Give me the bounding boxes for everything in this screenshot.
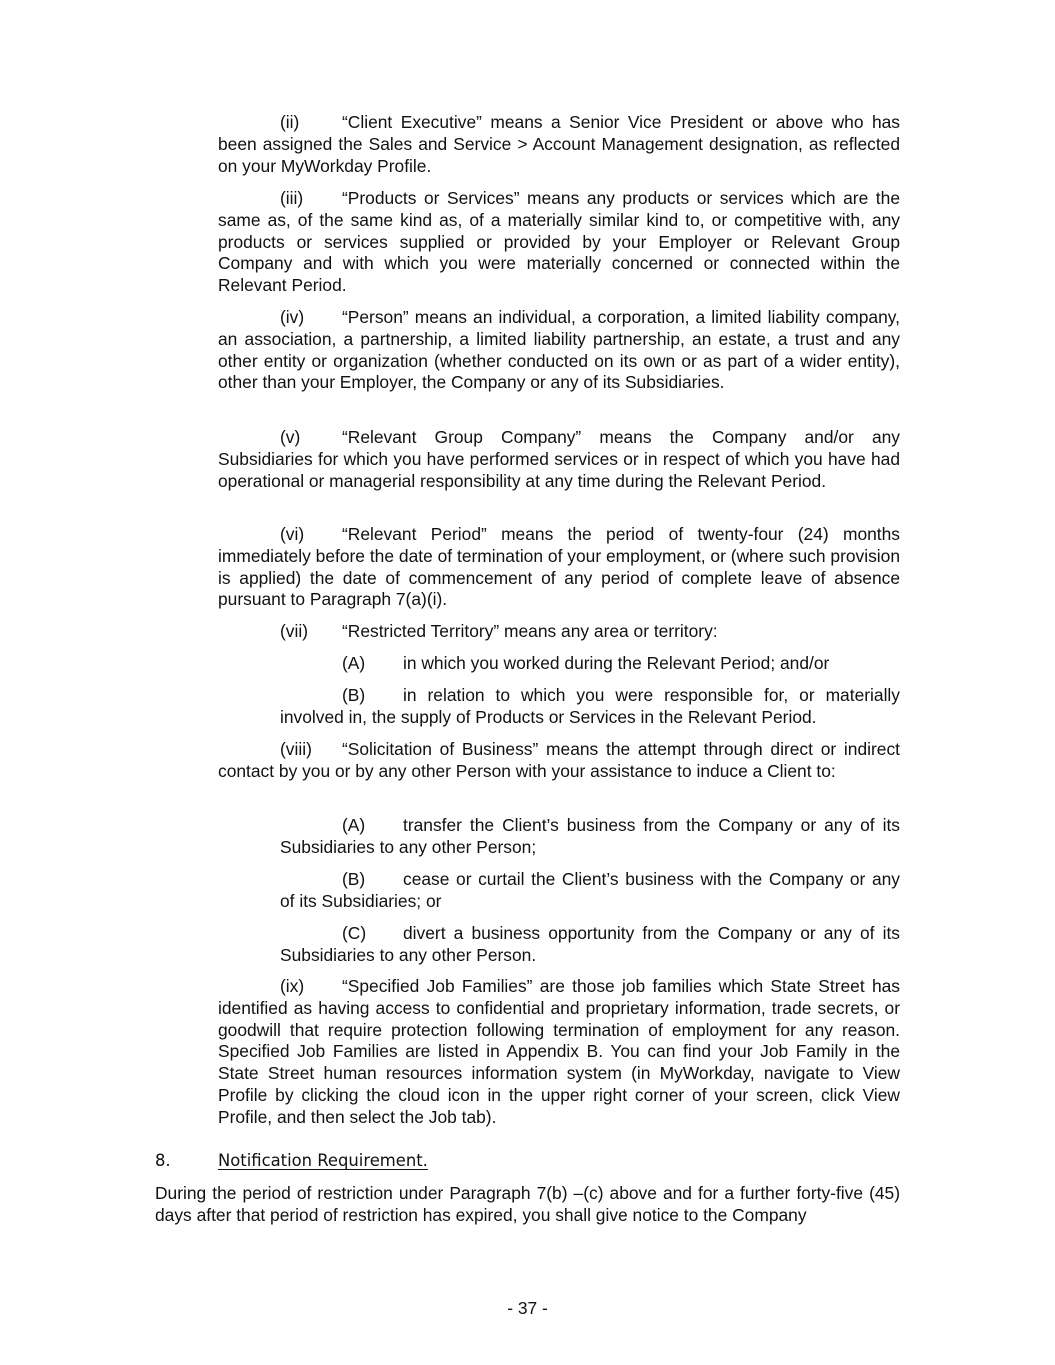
sub-clause-text: divert a business opportunity from the Company or any of its Subsidiaries to any other Person. xyxy=(280,923,900,965)
definition-solicitation-of-business xyxy=(218,739,900,783)
section-number: 8. xyxy=(155,1151,171,1170)
clause-number: (iii) xyxy=(280,188,304,208)
definition-relevant-group-company xyxy=(218,427,900,492)
sub-clause-text: transfer the Client’s business from the Company or any of its Subsidiaries to any other Person; xyxy=(280,815,900,857)
clause-text: “Client Executive” means a Senior Vice President or above who has been assigned the Sales and Service > Account Management designation, as reflected on your MyWorkday Profile. xyxy=(218,112,900,176)
clause-text: “Relevant Group Company” means the Company and/or any Subsidiaries for which you have performed services or in respect of which you have had operational or managerial responsibility at any time during the Relevant Period. xyxy=(218,427,900,491)
clause-number: (ix) xyxy=(280,976,305,996)
sub-clause-text: in relation to which you were responsible for, or materially involved in, the supply of Products or Services in the Relevant Period. xyxy=(280,685,900,727)
clause-text: “Relevant Period” means the period of twenty-four (24) months immediately before the date of termination of your employment, or (where such provision is applied) the date of commencement of any period of complete leave of absence pursuant to Paragraph 7(a)(i). xyxy=(218,524,900,610)
definition-client-executive xyxy=(218,112,900,177)
sub-clause-number: (C) xyxy=(342,923,367,943)
clause-number: (vii) xyxy=(280,621,309,641)
page-number: - 37 - xyxy=(507,1298,548,1318)
clause-number: (v) xyxy=(280,427,301,447)
sub-clause-number: (B) xyxy=(342,685,366,705)
clause-text: “Restricted Territory” means any area or territory: xyxy=(342,621,718,641)
definition-specified-job-families xyxy=(218,976,900,1129)
sub-clause-text: cease or curtail the Client’s business with the Company or any of its Subsidiaries; or xyxy=(280,869,900,911)
clause-number: (ii) xyxy=(280,112,300,132)
section-heading xyxy=(155,1150,428,1172)
sub-clause-number: (B) xyxy=(342,869,366,889)
definition-person xyxy=(218,307,900,394)
clause-text: “Specified Job Families” are those job families which State Street has identified as having access to confidential and proprietary information, trade secrets, or goodwill that require protection following termination of employment for any reason. Specified Job Families are listed in Appendix B. You can find your Job Family in the State Street human resources information system (in MyWorkday, navigate to View Profile by clicking the cloud icon in the upper right corner of your screen, click View Profile, and then select the Job tab). xyxy=(218,976,900,1127)
territory-item-a xyxy=(280,653,900,675)
clause-text: “Products or Services” means any products or services which are the same as, of the same kind as, of a materially similar kind to, or competitive with, any products or services supplied or provided by your Employer or Relevant Group Company and with which you were materially concerned or connected within the Relevant Period. xyxy=(218,188,900,296)
section-body: During the period of restriction under Paragraph 7(b) –(c) above and for a further forty-five (45) days after that period of restriction has expired, you shall give notice to the Company xyxy=(155,1183,900,1225)
definition-products-or-services xyxy=(218,188,900,297)
clause-text: “Person” means an individual, a corporation, a limited liability company, an association, a partnership, a limited liability partnership, an estate, a trust and any other entity or organization (whether conducted on its own or as part of a wider entity), other than your Employer, the Company or any of its Subsidiaries. xyxy=(218,307,900,393)
section-title: Notification Requirement. xyxy=(218,1151,428,1170)
sub-clause-number: (A) xyxy=(342,815,366,835)
solicitation-item-a xyxy=(280,815,900,859)
solicitation-item-b xyxy=(280,869,900,913)
territory-item-b xyxy=(280,685,900,729)
definition-relevant-period xyxy=(218,524,900,611)
sub-clause-number: (A) xyxy=(342,653,366,673)
clause-number: (viii) xyxy=(280,739,312,759)
clause-text: “Solicitation of Business” means the attempt through direct or indirect contact by you or by any other Person with your assistance to induce a Client to: xyxy=(218,739,900,781)
clause-number: (iv) xyxy=(280,307,305,327)
definition-restricted-territory xyxy=(218,621,900,643)
sub-clause-text: in which you worked during the Relevant Period; and/or xyxy=(403,653,830,673)
clause-number: (vi) xyxy=(280,524,305,544)
solicitation-item-c xyxy=(280,923,900,967)
